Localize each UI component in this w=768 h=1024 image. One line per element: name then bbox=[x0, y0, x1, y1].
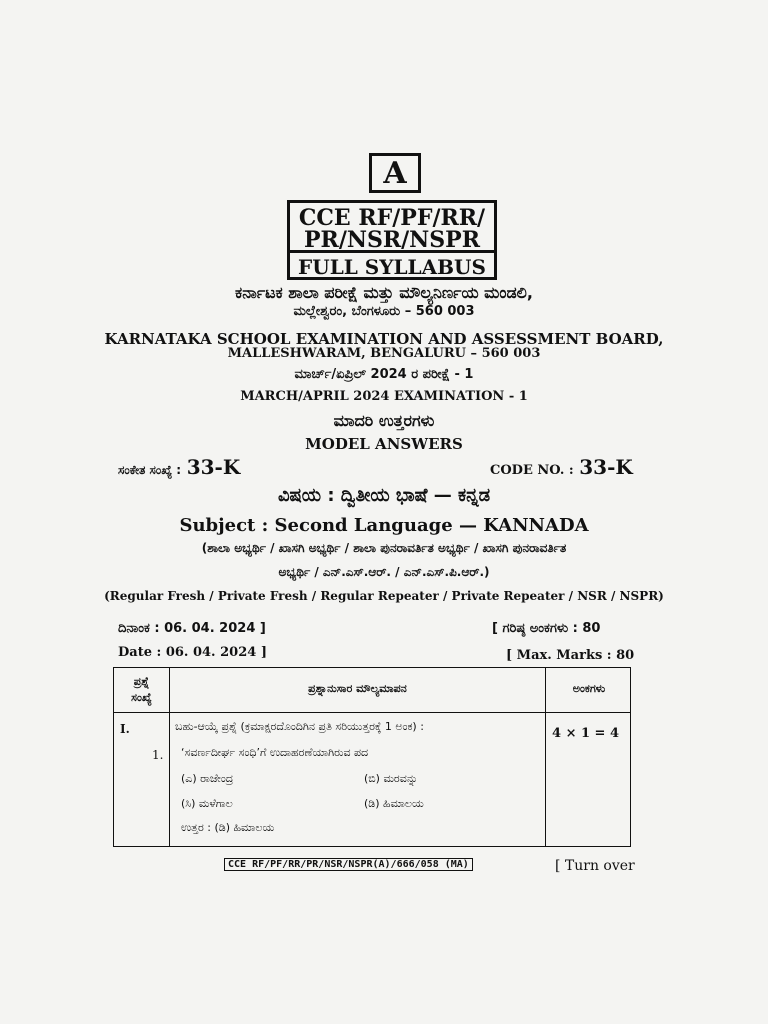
full-syllabus-label: FULL SYLLABUS bbox=[287, 250, 497, 280]
section-instruction: ಬಹು-ಆಯ್ಕೆ ಪ್ರಶ್ನೆ (ಕ್ರಮಾಕ್ಷರದೊಂದಿಗಿನ ಪ್ರತಿ ಸರಿಯುತ್ತರಕ್ಕೆ 1 ಅಂಕ) : bbox=[175, 720, 424, 733]
answer-text: ಉತ್ತರ : (ಡಿ) ಹಿಮಾಲಯ bbox=[181, 821, 275, 834]
scheme-line-1: CCE RF/PF/RR/ bbox=[298, 205, 486, 231]
board-name-kannada: ಕರ್ನಾಟಕ ಶಾಲಾ ಪರೀಕ್ಷೆ ಮತ್ತು ಮೌಲ್ಯನಿರ್ಣಯ ಮಂಡಲಿ, bbox=[235, 283, 533, 302]
code-value-english: 33-K bbox=[579, 455, 633, 479]
question-text: ‘ಸವರ್ಣದೀರ್ಘ ಸಂಧಿ’ಗೆ ಉದಾಹರಣೆಯಾಗಿರುವ ಪದ bbox=[181, 746, 369, 759]
header-question-number-line-1: ಪ್ರಶ್ನೆ bbox=[133, 675, 150, 688]
date-kannada: ದಿನಾಂಕ : 06. 04. 2024 ] bbox=[118, 621, 266, 636]
exam-title-kannada: ಮಾರ್ಚ್/ಏಪ್ರಿಲ್ 2024 ರ ಪರೀಕ್ಷೆ - 1 bbox=[294, 367, 474, 382]
section-marks: 4 × 1 = 4 bbox=[552, 726, 620, 741]
code-english bbox=[490, 455, 633, 479]
candidates-english: (Regular Fresh / Private Fresh / Regular Repeater / Private Repeater / NSR / NSPR) bbox=[104, 589, 664, 603]
turn-over-label: [ Turn over bbox=[555, 858, 635, 874]
model-answers-english: MODEL ANSWERS bbox=[305, 435, 463, 453]
exam-title-english: MARCH/APRIL 2024 EXAMINATION - 1 bbox=[240, 389, 528, 404]
board-address-english: MALLESHWARAM, BENGALURU – 560 003 bbox=[227, 346, 541, 361]
section-number: I. bbox=[120, 722, 130, 736]
option-a: (ಎ) ರಾಜೇಂದ್ರ bbox=[181, 772, 234, 785]
scheme-line-2: PR/NSR/NSPR bbox=[304, 227, 480, 253]
max-marks-kannada: [ ಗರಿಷ್ಠ ಅಂಕಗಳು : 80 bbox=[492, 621, 601, 636]
option-d: (ಡಿ) ಹಿಮಾಲಯ bbox=[364, 797, 424, 810]
option-b: (ಬಿ) ಮರವನ್ನು bbox=[364, 772, 418, 785]
header-question-number bbox=[114, 674, 169, 706]
board-name-english: KARNATAKA SCHOOL EXAMINATION AND ASSESSMENT BOARD, bbox=[104, 330, 664, 348]
question-number: 1. bbox=[152, 748, 164, 762]
code-kannada bbox=[118, 455, 240, 479]
option-c: (ಸಿ) ಮಳೆಗಾಲ bbox=[181, 797, 233, 810]
code-value-kannada: 33-K bbox=[186, 455, 241, 479]
answer-table bbox=[113, 667, 631, 847]
version-box: A bbox=[369, 153, 421, 193]
date-english: Date : 06. 04. 2024 ] bbox=[118, 645, 267, 660]
footer-code: CCE RF/PF/RR/PR/NSR/NSPR(A)/666/058 (MA) bbox=[224, 858, 473, 871]
subject-kannada: ವಿಷಯ : ದ್ವಿತೀಯ ಭಾಷೆ — ಕನ್ನಡ bbox=[277, 485, 491, 506]
header-marks: ಅಂಕಗಳು bbox=[572, 682, 606, 695]
code-label-english: CODE NO. : bbox=[490, 463, 574, 478]
table-divider bbox=[114, 712, 630, 713]
candidates-kannada-line-2: ಅಭ್ಯರ್ಥಿ / ಎನ್.ಎಸ್.ಆರ್. / ಎನ್.ಎಸ್.ಪಿ.ಆರ್.) bbox=[278, 565, 490, 579]
board-address-kannada: ಮಲ್ಲೇಶ್ವರಂ, ಬೆಂಗಳೂರು – 560 003 bbox=[293, 304, 475, 319]
max-marks-english: [ Max. Marks : 80 bbox=[506, 648, 635, 663]
header-evaluation: ಪ್ರಶ್ನಾನುಸಾರ ಮೌಲ್ಯಮಾಪನ bbox=[308, 682, 407, 695]
subject-english: Subject : Second Language — KANNADA bbox=[179, 515, 589, 536]
model-answers-kannada: ಮಾದರಿ ಉತ್ತರಗಳು bbox=[333, 411, 435, 430]
candidates-kannada-line-1: (ಶಾಲಾ ಅಭ್ಯರ್ಥಿ / ಖಾಸಗಿ ಅಭ್ಯರ್ಥಿ / ಶಾಲಾ ಪುನರಾವರ್ತಿತ ಅಭ್ಯರ್ಥಿ / ಖಾಸಗಿ ಪುನರಾವರ್ತಿತ bbox=[201, 541, 567, 555]
code-label-kannada: ಸಂಕೇತ ಸಂಖ್ಯೆ : bbox=[118, 463, 182, 477]
header-question-number-line-2: ಸಂಖ್ಯೆ bbox=[131, 691, 152, 704]
